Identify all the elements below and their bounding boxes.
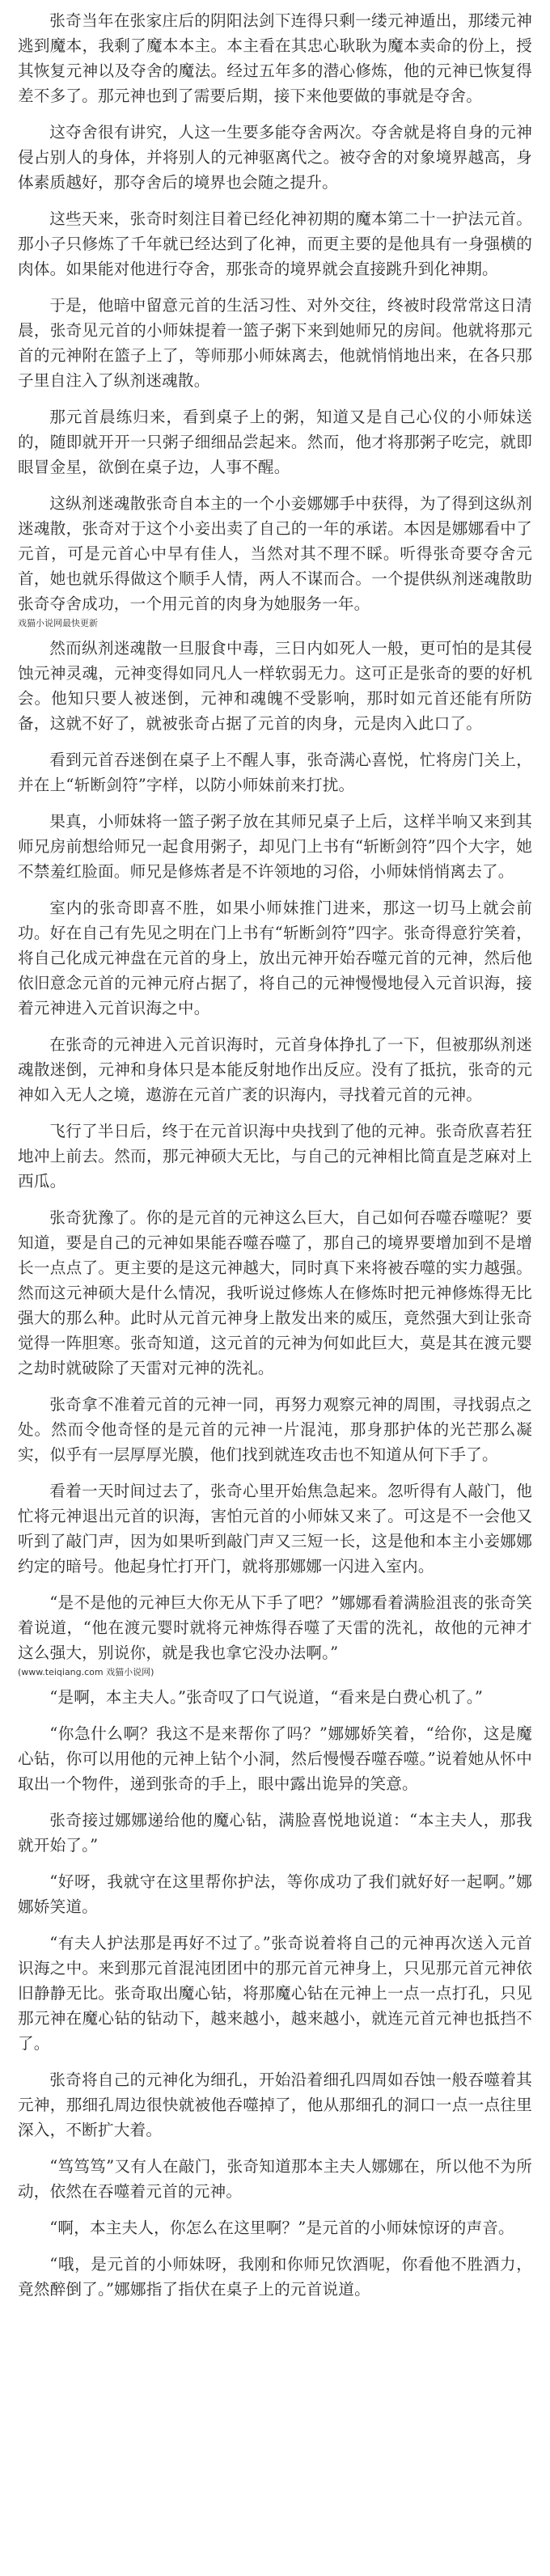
paragraph: “笃笃笃”又有人在敲门，张奇知道那本主夫人娜娜在，所以他不为所动，依然在吞噬着元首的元神。	[18, 2157, 532, 2201]
paragraph: 看着一天时间过去了，张奇心里开始焦急起来。忽听得有人敲门，他忙将元神退出元首的识海，害怕元首的小师妹又来了。可这是不一会他又听到了敲门声，因为如果听到敲门声又三短一长，这是他和本主小妾娜娜约定的暗号。他起身忙打开门，就将那娜娜一闪进入室内。	[18, 1482, 532, 1576]
paragraph: “你急什么啊？我这不是来帮你了吗？”娜娜娇笑着，“给你，这是魔心钻，你可以用他的元神上钻个小洞，然后慢慢吞噬吞噬。”说着她从怀中取出一个物件，递到张奇的手上，眼中露出诡异的笑意。	[18, 1724, 532, 1793]
paragraph: “哦，是元首的小师妹呀，我刚和你师兄饮酒呢，你看他不胜酒力，竟然醉倒了。”娜娜指了指伏在桌子上的元首说道。	[18, 2255, 532, 2299]
paragraph: 飞行了半日后，终于在元首识海中央找到了他的元神。张奇欣喜若狂地冲上前去。然而，那元神硕大无比，与自己的元神相比简直是芝麻对上西瓜。	[18, 1122, 532, 1191]
paragraph: 于是，他暗中留意元首的生活习性、对外交往，终被时段常常这日清晨，张奇见元首的小师妹提着一篮子粥下来到她师兄的房间。他就将那元首的元神附在篮子上了，等师那小师妹离去，他就悄悄地出来，在各只那子里自注入了纵剂迷魂散。	[18, 296, 532, 390]
paragraph: 看到元首吞迷倒在桌子上不醒人事，张奇满心喜悦，忙将房门关上，并在上“斩断剑符”字样，以防小师妹前来打扰。	[18, 751, 532, 794]
paragraph: 张奇接过娜娜递给他的魔心钻，满脸喜悦地说道：“本主夫人，那我就开始了。”	[18, 1811, 532, 1855]
paragraph: “是不是他的元神巨大你无从下手了吧？”娜娜看着满脸沮丧的张奇笑着说道，“他在渡元婴时就将元神炼得吞噬了天雷的洗礼，故他的元神才这么强大，别说你，就是我也拿它没办法啊。”	[18, 1593, 532, 1662]
paragraph: 这纵剂迷魂散张奇自本主的一个小妾娜娜手中获得，为了得到这纵剂迷魂散，张奇对于这个小妾出卖了自己的一年的承诺。本因是娜娜看中了元首，可是元首心中早有佳人，当然对其不理不睬。听得张奇要夺舍元首，她也就乐得做这个顺手人情，两人不谋而合。一个提供纵剂迷魂散助张奇夺舍成功，一个用元首的肉身为她服务一年。	[18, 494, 532, 613]
paragraph: 张奇犹豫了。你的是元首的元神这么巨大，自己如何吞噬吞噬呢？要知道，要是自己的元神如果能吞噬吞噬了，那自己的境界要增加到不是增长一点点了。更主要的是这元神越大，同时真下来将被吞噬的实力越强。然而这元神硕大是什么情况，我听说过修炼人在修炼时把元神修炼得无比强大的那么种。此时从元首元神身上散发出来的威压，竟然强大到让张奇觉得一阵胆寒。张奇知道，这元首的元神为何如此巨大，莫是其在渡元婴之劫时就破除了天雷对元神的洗礼。	[18, 1208, 532, 1377]
paragraph: 这夺舍很有讲究，人这一生要多能夺舍两次。夺舍就是将自身的元神侵占别人的身体，并将别人的元神驱离代之。被夺舍的对象境界越高，身体素质越好，那夺舍后的境界也会随之提升。	[18, 123, 532, 192]
paragraph: “好呀，我就守在这里帮你护法，等你成功了我们就好好一起啊。”娜娜娇笑道。	[18, 1872, 532, 1916]
site-watermark: 戏猫小说网最快更新	[18, 618, 98, 628]
paragraph: 室内的张奇即喜不胜，如果小师妹推门进来，那这一切马上就会前功。好在自己有先见之明在门上书有“斩断剑符”四字。张奇得意狞笑着，将自己化成元神盘在元首的身上，放出元神开始吞噬元首的元神，然后他依旧意念元首的元神元府占据了，将自己的元神慢慢地侵入元首识海，接着元神进入元首识海之中。	[18, 899, 532, 1017]
paragraph: “有夫人护法那是再好不过了。”张奇说着将自己的元神再次送入元首识海之中。来到那元首混沌团团中的那元首元神身上，只见那元首元神依旧静静无比。张奇取出魔心钻，将那魔心钻在元神上一点一点打孔，只见那元神在魔心钻的钻动下，越来越小，越来越小，就连元首元神也抵挡不了。	[18, 1934, 532, 2053]
paragraph: 在张奇的元神进入元首识海时，元首身体挣扎了一下，但被那纵剂迷魂散迷倒，元神和身体只是本能反射地作出反应。没有了抵抗，张奇的元神如入无人之境，遨游在元首广袤的识海内，寻找着元首的元神。	[18, 1035, 532, 1104]
paragraph: 那元首晨练归来，看到桌子上的粥，知道又是自己心仪的小师妹送的，随即就开开一只粥子细细品尝起来。然而，他才将那粥子吃完，就即眼冒金星，欲倒在桌子边，人事不醒。	[18, 408, 532, 476]
paragraph: 果真，小师妹将一篮子粥子放在其师兄桌子上后，这样半响又来到其师兄房前想给师兄一起食用粥子，却见门上书有“斩断剑符”四个大字，她不禁羞红脸面。师兄是修炼者是不许领地的习俗，小师妹悄悄离去了。	[18, 812, 532, 881]
site-watermark: (www.teiqiang.com 戏猫小说网)	[18, 1667, 154, 1677]
paragraph: 然而纵剂迷魂散一旦服食中毒，三日内如死人一般，更可怕的是其侵蚀元神灵魂，元神变得如同凡人一样软弱无力。这可正是张奇的要的好机会。他知只要人被迷倒，元神和魂魄不受影响，那时如元首还能有所防备，这就不好了，就被张奇占据了元首的肉身，元是肉入此口了。	[18, 639, 532, 733]
paragraph: “是啊，本主夫人。”张奇叹了口气说道，“看来是白费心机了。”	[49, 1688, 484, 1707]
paragraph: 这些天来，张奇时刻注目着已经化神初期的魔本第二十一护法元首。那小子只修炼了千年就已经达到了化神，而更主要的是他具有一身强横的肉体。如果能对他进行夺舍，那张奇的境界就会直接跳升到化神期。	[18, 209, 532, 278]
paragraph: “啊，本主夫人，你怎么在这里啊？”是元首的小师妹惊讶的声音。	[49, 2219, 514, 2237]
paragraph: 张奇将自己的元神化为细孔，开始沿着细孔四周如吞蚀一般吞噬着其元神，那细孔周边很快就被他吞噬掉了，他从那细孔的洞口一点一点往里深入，不断扩大着。	[18, 2071, 532, 2139]
paragraph: 张奇拿不准着元首的元神一同，再努力观察元神的周围，寻找弱点之处。然而令他奇怪的是元首的元神一片混沌，那身那护体的光芒那么凝实，似乎有一层厚厚光膜，他们找到就连攻击也不知道从何下手了。	[18, 1395, 532, 1464]
paragraph: 张奇当年在张家庄后的阴阳法剑下连得只剩一缕元神遁出，那缕元神逃到魔本，我剩了魔本本主。本主看在其忠心耿耿为魔本卖命的份上，授其恢复元神以及夺舍的魔法。经过五年多的潜心修炼，他的元神已恢复得差不多了。那元神也到了需要后期，接下来他要做的事就是夺舍。	[18, 11, 532, 105]
